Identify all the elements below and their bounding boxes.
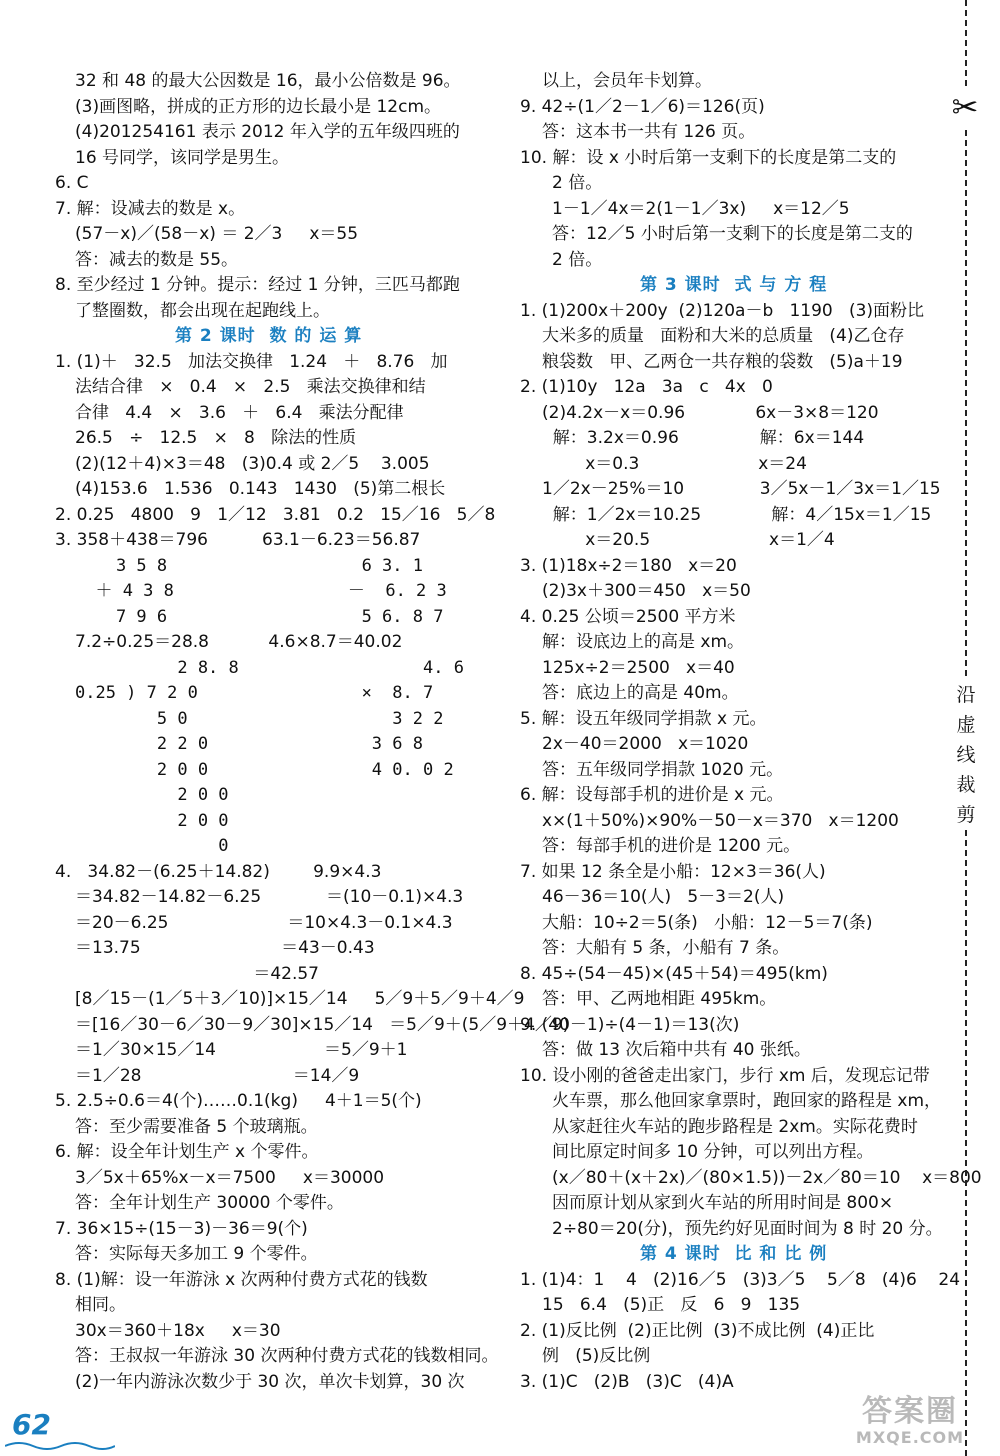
answer-line: 答：每部手机的进价是 1200 元。 bbox=[542, 836, 801, 856]
answer-line: 1. (1)200x＋200y (2)120a－b 1190 (3)面粉比 bbox=[520, 300, 925, 321]
answer-line: 2 0 0 bbox=[75, 785, 229, 805]
answer-line: 解：设底边上的高是 xm。 bbox=[542, 632, 745, 652]
answer-line: 答：这本书一共有 126 页。 bbox=[542, 122, 756, 142]
answer-line: 26.5 ÷ 12.5 × 8 除法的性质 bbox=[75, 428, 357, 448]
answer-line: 粮袋数 甲、乙两仓一共存粮的袋数 (5)a＋19 bbox=[542, 351, 903, 372]
answer-line: 以上，会员年卡划算。 bbox=[542, 71, 712, 91]
page-number: 62 bbox=[12, 1408, 51, 1441]
answer-line: 大米多的质量 面粉和大米的总质量 (4)乙仓存 bbox=[542, 326, 905, 346]
cut-label bbox=[955, 680, 977, 830]
answer-line: (2)4.2x－x＝0.96 6x－3×8＝120 bbox=[542, 402, 879, 423]
answer-line: 因而原计划从家到火车站的所用时间是 800× bbox=[552, 1193, 894, 1213]
answer-line: 3 5 8 6 3. 1 bbox=[75, 555, 423, 576]
answer-line: 答：12／5 小时后第一支剩下的长度是第二支的 bbox=[552, 224, 913, 244]
answer-line: 5. 2.5÷0.6＝4(个)……0.1(kg) 4＋1＝5(个) bbox=[55, 1091, 422, 1111]
answer-line: 答：至少需要准备 5 个玻璃瓶。 bbox=[75, 1116, 318, 1137]
cut-label-char: 线 bbox=[956, 744, 976, 766]
answer-line: 2 倍。 bbox=[552, 173, 603, 193]
cut-label-char: 沿 bbox=[956, 684, 976, 706]
answer-line: 相同。 bbox=[75, 1295, 126, 1315]
answer-line: 答：五年级同学捐款 1020 元。 bbox=[542, 759, 784, 780]
answer-line: 2 8. 8 4. 6 bbox=[75, 657, 464, 678]
answer-line: 6. C bbox=[55, 173, 89, 193]
answer-line: 间比原定时间多 10 分钟，可以列出方程。 bbox=[552, 1142, 874, 1162]
watermark bbox=[830, 1395, 990, 1450]
answer-line: 解：3.2x＝0.96 解：6x＝144 bbox=[542, 428, 865, 448]
answer-line: (4)201254161 表示 2012 年入学的五年级四班的 bbox=[75, 122, 460, 142]
answer-line: ＝20－6.25 ＝10×4.3－0.1×4.3 bbox=[75, 912, 453, 933]
answer-line: 法结合律 × 0.4 × 2.5 乘法交换律和结 bbox=[75, 377, 426, 397]
answer-line: 8. 45÷(54－45)×(45＋54)＝495(km) bbox=[520, 963, 828, 984]
answer-line: 了整圈数，都会出现在起跑线上。 bbox=[75, 300, 330, 321]
answer-line: 5 0 3 2 2 bbox=[75, 708, 444, 729]
answer-line: 9. (40－1)÷(4－1)＝13(次) bbox=[520, 1014, 740, 1035]
answer-line: 2 0 0 4 0. 0 2 bbox=[75, 759, 454, 780]
answer-line: 7.2÷0.25＝28.8 4.6×8.7＝40.02 bbox=[75, 632, 403, 652]
answer-line: ＝34.82－14.82－6.25 ＝(10－0.1)×4.3 bbox=[75, 887, 464, 907]
answer-line: 火车票，那么他回家拿票时，跑回家的路程是 xm， bbox=[552, 1091, 942, 1111]
answer-line: 2 倍。 bbox=[552, 249, 603, 270]
answer-line: 7. 如果 12 条全是小船：12×3＝36(人) bbox=[520, 861, 826, 882]
answer-line: x＝0.3 x＝24 bbox=[542, 453, 807, 474]
answer-line: 7. 36×15÷(15－3)－36＝9(个) bbox=[55, 1218, 308, 1239]
answer-line: ＝1／30×15／14 ＝5／9＋1 bbox=[75, 1040, 408, 1060]
answer-line: 2. 0.25 4800 9 1／12 3.81 0.2 15／16 5／8 bbox=[55, 504, 496, 525]
answer-line: 3. (1)18x÷2＝180 x＝20 bbox=[520, 555, 737, 576]
answer-line: 答：大船有 5 条，小船有 7 条。 bbox=[542, 938, 790, 958]
answer-line: 1－1／4x＝2(1－1／3x) x＝12／5 bbox=[552, 198, 850, 219]
answer-line: 8. (1)解：设一年游泳 x 次两种付费方式花的钱数 bbox=[55, 1269, 428, 1290]
answer-line: 合律 4.4 × 3.6 ＋ 6.4 乘法分配律 bbox=[75, 402, 404, 423]
answer-line: 0 bbox=[75, 836, 229, 856]
answer-line: x＝20.5 x＝1／4 bbox=[542, 530, 835, 550]
answer-line: 10. 解：设 x 小时后第一支剩下的长度是第二支的 bbox=[520, 147, 897, 168]
answer-line: 答：实际每天多加工 9 个零件。 bbox=[75, 1244, 318, 1264]
answer-line: 3. 358＋438＝796 63.1－6.23＝56.87 bbox=[55, 530, 421, 550]
answer-line: 30x＝360＋18x x＝30 bbox=[75, 1320, 281, 1341]
answer-line: 0.25 ) 7 2 0 × 8. 7 bbox=[75, 683, 434, 703]
answer-line: 46－36＝10(人) 5－3＝2(人) bbox=[542, 887, 785, 907]
answer-line: 4. 34.82－(6.25＋14.82) 9.9×4.3 bbox=[55, 861, 382, 882]
section-title: 第 4 课时 比 和 比 例 bbox=[640, 1244, 828, 1264]
answer-line: x×(1＋50%)×90%－50－x＝370 x＝1200 bbox=[542, 810, 899, 831]
watermark-url: MXQE.COM bbox=[855, 1428, 965, 1447]
section-title: 第 3 课时 式 与 方 程 bbox=[640, 275, 828, 295]
answer-line: (2)3x＋300＝450 x＝50 bbox=[542, 581, 751, 601]
answer-line: (2)(12＋4)×3＝48 (3)0.4 或 2／5 3.005 bbox=[75, 453, 430, 474]
answer-line: 答：王叔叔一年游泳 30 次两种付费方式花的钱数相同。 bbox=[75, 1346, 499, 1366]
answer-line: 125x÷2＝2500 x＝40 bbox=[542, 657, 735, 678]
answer-line: 3. (1)C (2)B (3)C (4)A bbox=[520, 1371, 734, 1392]
answer-line: 答：甲、乙两地相距 495km。 bbox=[542, 989, 777, 1009]
section-title: 第 2 课时 数 的 运 算 bbox=[175, 326, 363, 346]
page-number-wave bbox=[5, 1440, 115, 1450]
answer-line: (57－x)／(58－x) ＝ 2／3 x＝55 bbox=[75, 224, 359, 244]
answer-line: 1. (1)＋ 32.5 加法交换律 1.24 ＋ 8.76 加 bbox=[55, 351, 448, 372]
answer-line: 答：底边上的高是 40m。 bbox=[542, 683, 739, 703]
answer-line: [8／15－(1／5＋3／10)]×15／14 5／9＋5／9＋4／9 bbox=[75, 989, 525, 1009]
answer-line: 5. 解：设五年级同学捐款 x 元。 bbox=[520, 708, 767, 729]
answer-line: 9. 42÷(1／2－1／6)＝126(页) bbox=[520, 96, 765, 117]
answer-line: ＝[16／30－6／30－9／30]×15／14 ＝5／9＋(5／9＋4／9) bbox=[75, 1014, 570, 1035]
answer-line: 例 (5)反比例 bbox=[542, 1346, 651, 1366]
answer-line: ＋ 4 3 8 － 6. 2 3 bbox=[75, 581, 447, 601]
answer-line: 6. 解：设全年计划生产 x 个零件。 bbox=[55, 1142, 319, 1162]
answer-line: ＝13.75 ＝43－0.43 bbox=[75, 938, 375, 958]
answer-line: 10. 设小刚的爸爸走出家门，步行 xm 后，发现忘记带 bbox=[520, 1065, 930, 1086]
answer-line: (3)画图略，拼成的正方形的边长最小是 12cm。 bbox=[75, 96, 442, 117]
answer-line: 答：全年计划生产 30000 个零件。 bbox=[75, 1193, 344, 1213]
answer-line: 3／5x＋65%x－x＝7500 x＝30000 bbox=[75, 1167, 385, 1188]
answer-line: 8. 至少经过 1 分钟。提示：经过 1 分钟，三匹马都跑 bbox=[55, 275, 460, 295]
cut-label-char: 虚 bbox=[956, 714, 976, 736]
answer-line: 2. (1)反比例 (2)正比例 (3)不成比例 (4)正比 bbox=[520, 1320, 875, 1341]
cut-label-char: 裁 bbox=[956, 774, 976, 796]
answer-line: 2 2 0 3 6 8 bbox=[75, 734, 423, 754]
answer-line: 大船：10÷2＝5(条) 小船：12－5＝7(条) bbox=[542, 912, 873, 933]
answer-line: 答：做 13 次后箱中共有 40 张纸。 bbox=[542, 1040, 811, 1060]
answer-line: 2÷80＝20(分)，预先约好见面时间为 8 时 20 分。 bbox=[552, 1218, 943, 1239]
answer-line: 7. 解：设减去的数是 x。 bbox=[55, 198, 246, 219]
answer-line: 32 和 48 的最大公因数是 16，最小公倍数是 96。 bbox=[75, 71, 461, 91]
answer-line: 答：减去的数是 55。 bbox=[75, 249, 239, 270]
answer-line: 1. (1)4：1 4 (2)16／5 (3)3／5 5／8 (4)6 24 bbox=[520, 1269, 961, 1290]
answer-line: 4. 0.25 公顷＝2500 平方米 bbox=[520, 606, 736, 627]
cut-label-char: 剪 bbox=[956, 804, 976, 826]
answer-line: 从家赶往火车站的跑步路程是 2xm。实际花费时 bbox=[552, 1116, 918, 1137]
answer-line: (4)153.6 1.536 0.143 1430 (5)第二根长 bbox=[75, 479, 446, 499]
watermark-title: 答案圈 bbox=[862, 1394, 958, 1429]
answer-line: (x／80＋(x＋2x)／(80×1.5))－2x／80＝10 x＝800 bbox=[552, 1167, 982, 1188]
answer-line: 15 6.4 (5)正 反 6 9 135 bbox=[542, 1295, 801, 1315]
answer-line: 2 0 0 bbox=[75, 810, 229, 831]
answer-line: 1／2x－25%＝10 3／5x－1／3x＝1／15 bbox=[542, 479, 941, 499]
answer-line: 2. (1)10y 12a 3a c 4x 0 bbox=[520, 377, 773, 397]
answer-line: (2)一年内游泳次数少于 30 次，单次卡划算，30 次 bbox=[75, 1371, 465, 1392]
answer-line: 7 9 6 5 6. 8 7 bbox=[75, 606, 444, 627]
scissors-icon: ✂ bbox=[948, 88, 982, 128]
answer-line: 6. 解：设每部手机的进价是 x 元。 bbox=[520, 785, 784, 805]
answer-line: 16 号同学，该同学是男生。 bbox=[75, 147, 290, 168]
answer-line: ＝42.57 bbox=[75, 963, 319, 984]
answer-line: 解：1／2x＝10.25 解：4／15x＝1／15 bbox=[542, 504, 932, 525]
answer-line: 2x－40＝2000 x＝1020 bbox=[542, 734, 749, 754]
answer-line: ＝1／28 ＝14／9 bbox=[75, 1065, 360, 1086]
